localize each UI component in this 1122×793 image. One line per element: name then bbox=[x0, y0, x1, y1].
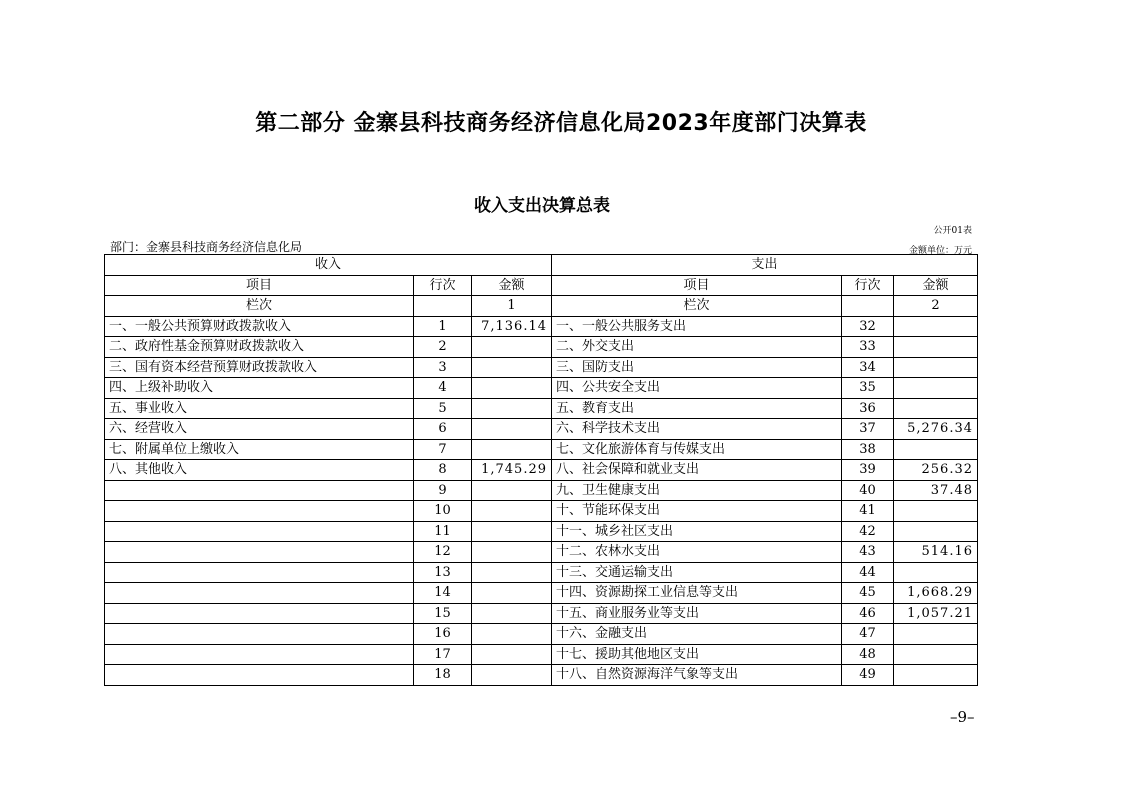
expense-row-no-cell: 39 bbox=[842, 460, 894, 481]
income-row-no-cell: 9 bbox=[414, 480, 472, 501]
expense-item-cell: 十七、援助其他地区支出 bbox=[552, 644, 842, 665]
table-row bbox=[105, 665, 978, 686]
income-item-cell bbox=[105, 603, 414, 624]
table-row bbox=[105, 419, 978, 440]
expense-row-no-cell: 49 bbox=[842, 665, 894, 686]
income-column-label: 栏次 bbox=[105, 296, 414, 317]
expense-amount-cell: 37.48 bbox=[894, 480, 978, 501]
income-row-no-cell: 13 bbox=[414, 562, 472, 583]
table-row bbox=[105, 357, 978, 378]
expense-item-header: 项目 bbox=[552, 275, 842, 296]
income-row-no-cell: 3 bbox=[414, 357, 472, 378]
income-amount-cell bbox=[472, 378, 552, 399]
income-amount-cell bbox=[472, 644, 552, 665]
expense-item-cell: 十二、农林水支出 bbox=[552, 542, 842, 563]
income-row-no-cell: 1 bbox=[414, 316, 472, 337]
expense-amount-cell bbox=[894, 378, 978, 399]
expense-row-no-cell: 40 bbox=[842, 480, 894, 501]
income-item-cell bbox=[105, 583, 414, 604]
income-item-cell: 八、其他收入 bbox=[105, 460, 414, 481]
table-row bbox=[105, 378, 978, 399]
expense-item-cell: 六、科学技术支出 bbox=[552, 419, 842, 440]
income-item-cell: 一、一般公共预算财政拨款收入 bbox=[105, 316, 414, 337]
expense-item-cell: 十六、金融支出 bbox=[552, 624, 842, 645]
table-row bbox=[105, 644, 978, 665]
income-row-no-cell: 15 bbox=[414, 603, 472, 624]
expense-row-no-cell: 34 bbox=[842, 357, 894, 378]
expense-item-cell: 二、外交支出 bbox=[552, 337, 842, 358]
expense-column-number: 2 bbox=[894, 296, 978, 317]
table-row bbox=[105, 501, 978, 522]
expense-amount-cell bbox=[894, 521, 978, 542]
expense-amount-cell bbox=[894, 316, 978, 337]
page-number: –9– bbox=[950, 708, 975, 726]
expense-amount-cell bbox=[894, 624, 978, 645]
expense-item-cell: 一、一般公共服务支出 bbox=[552, 316, 842, 337]
expense-row-no-cell: 35 bbox=[842, 378, 894, 399]
table-row bbox=[105, 460, 978, 481]
header-row-sections bbox=[105, 255, 978, 276]
expense-amount-cell bbox=[894, 357, 978, 378]
table-row bbox=[105, 316, 978, 337]
expense-amount-header: 金额 bbox=[894, 275, 978, 296]
income-expense-table bbox=[104, 254, 978, 686]
income-amount-cell bbox=[472, 665, 552, 686]
expense-column-blank bbox=[842, 296, 894, 317]
expense-amount-cell bbox=[894, 501, 978, 522]
table-row bbox=[105, 337, 978, 358]
income-item-cell: 三、国有资本经营预算财政拨款收入 bbox=[105, 357, 414, 378]
income-amount-cell bbox=[472, 501, 552, 522]
income-item-cell: 四、上级补助收入 bbox=[105, 378, 414, 399]
expense-amount-cell bbox=[894, 665, 978, 686]
income-row-no-header: 行次 bbox=[414, 275, 472, 296]
income-item-cell: 五、事业收入 bbox=[105, 398, 414, 419]
expense-item-cell: 十八、自然资源海洋气象等支出 bbox=[552, 665, 842, 686]
table-row bbox=[105, 542, 978, 563]
expense-item-cell: 九、卫生健康支出 bbox=[552, 480, 842, 501]
income-row-no-cell: 5 bbox=[414, 398, 472, 419]
expense-amount-cell bbox=[894, 398, 978, 419]
expense-column-label: 栏次 bbox=[552, 296, 842, 317]
income-item-cell: 七、附属单位上缴收入 bbox=[105, 439, 414, 460]
expense-row-no-cell: 46 bbox=[842, 603, 894, 624]
expense-row-no-header: 行次 bbox=[842, 275, 894, 296]
income-item-cell bbox=[105, 665, 414, 686]
income-amount-cell bbox=[472, 603, 552, 624]
expense-amount-cell bbox=[894, 644, 978, 665]
table-row bbox=[105, 624, 978, 645]
income-amount-cell bbox=[472, 480, 552, 501]
table-row bbox=[105, 439, 978, 460]
income-amount-cell: 1,745.29 bbox=[472, 460, 552, 481]
income-amount-header: 金额 bbox=[472, 275, 552, 296]
table-row bbox=[105, 398, 978, 419]
expense-row-no-cell: 36 bbox=[842, 398, 894, 419]
income-amount-cell bbox=[472, 562, 552, 583]
expense-amount-cell: 5,276.34 bbox=[894, 419, 978, 440]
income-item-cell: 六、经营收入 bbox=[105, 419, 414, 440]
income-section-header: 收入 bbox=[105, 255, 552, 276]
expense-item-cell: 十三、交通运输支出 bbox=[552, 562, 842, 583]
income-amount-cell bbox=[472, 521, 552, 542]
income-row-no-cell: 4 bbox=[414, 378, 472, 399]
income-row-no-cell: 2 bbox=[414, 337, 472, 358]
income-item-cell bbox=[105, 644, 414, 665]
income-amount-cell: 7,136.14 bbox=[472, 316, 552, 337]
income-amount-cell bbox=[472, 439, 552, 460]
income-amount-cell bbox=[472, 624, 552, 645]
income-amount-cell bbox=[472, 357, 552, 378]
income-item-cell bbox=[105, 521, 414, 542]
expense-row-no-cell: 43 bbox=[842, 542, 894, 563]
income-item-cell bbox=[105, 501, 414, 522]
department-label: 部门：金寨县科技商务经济信息化局 bbox=[110, 240, 303, 254]
income-row-no-cell: 6 bbox=[414, 419, 472, 440]
income-amount-cell bbox=[472, 583, 552, 604]
document-title: 第二部分 金寨县科技商务经济信息化局2023年度部门决算表 bbox=[255, 111, 867, 136]
income-row-no-cell: 18 bbox=[414, 665, 472, 686]
expense-item-cell: 十五、商业服务业等支出 bbox=[552, 603, 842, 624]
expense-row-no-cell: 48 bbox=[842, 644, 894, 665]
income-row-no-cell: 10 bbox=[414, 501, 472, 522]
expense-item-cell: 三、国防支出 bbox=[552, 357, 842, 378]
table-row bbox=[105, 603, 978, 624]
expense-section-header: 支出 bbox=[552, 255, 978, 276]
expense-item-cell: 七、文化旅游体育与传媒支出 bbox=[552, 439, 842, 460]
expense-amount-cell: 256.32 bbox=[894, 460, 978, 481]
income-row-no-cell: 12 bbox=[414, 542, 472, 563]
expense-item-cell: 十一、城乡社区支出 bbox=[552, 521, 842, 542]
income-row-no-cell: 14 bbox=[414, 583, 472, 604]
income-item-cell bbox=[105, 624, 414, 645]
expense-amount-cell bbox=[894, 337, 978, 358]
expense-row-no-cell: 37 bbox=[842, 419, 894, 440]
expense-row-no-cell: 38 bbox=[842, 439, 894, 460]
income-amount-cell bbox=[472, 337, 552, 358]
header-row-columns bbox=[105, 275, 978, 296]
income-row-no-cell: 17 bbox=[414, 644, 472, 665]
expense-item-cell: 五、教育支出 bbox=[552, 398, 842, 419]
amount-unit-label: 金额单位：万元 bbox=[908, 246, 972, 256]
expense-row-no-cell: 47 bbox=[842, 624, 894, 645]
expense-item-cell: 十四、资源勘探工业信息等支出 bbox=[552, 583, 842, 604]
income-row-no-cell: 11 bbox=[414, 521, 472, 542]
expense-row-no-cell: 33 bbox=[842, 337, 894, 358]
table-row bbox=[105, 583, 978, 604]
income-column-blank bbox=[414, 296, 472, 317]
income-column-number: 1 bbox=[472, 296, 552, 317]
expense-row-no-cell: 45 bbox=[842, 583, 894, 604]
header-row-column-numbers bbox=[105, 296, 978, 317]
income-item-cell: 二、政府性基金预算财政拨款收入 bbox=[105, 337, 414, 358]
expense-row-no-cell: 41 bbox=[842, 501, 894, 522]
table-row bbox=[105, 480, 978, 501]
expense-amount-cell: 1,057.21 bbox=[894, 603, 978, 624]
income-item-header: 项目 bbox=[105, 275, 414, 296]
income-item-cell bbox=[105, 542, 414, 563]
expense-amount-cell: 1,668.29 bbox=[894, 583, 978, 604]
income-amount-cell bbox=[472, 419, 552, 440]
income-row-no-cell: 8 bbox=[414, 460, 472, 481]
income-amount-cell bbox=[472, 542, 552, 563]
expense-amount-cell bbox=[894, 439, 978, 460]
expense-row-no-cell: 42 bbox=[842, 521, 894, 542]
form-code: 公开01表 bbox=[933, 226, 972, 236]
table-row bbox=[105, 562, 978, 583]
table-row bbox=[105, 521, 978, 542]
expense-row-no-cell: 32 bbox=[842, 316, 894, 337]
table-title: 收入支出决算总表 bbox=[474, 196, 610, 216]
income-item-cell bbox=[105, 480, 414, 501]
expense-item-cell: 四、公共安全支出 bbox=[552, 378, 842, 399]
expense-row-no-cell: 44 bbox=[842, 562, 894, 583]
income-amount-cell bbox=[472, 398, 552, 419]
expense-item-cell: 十、节能环保支出 bbox=[552, 501, 842, 522]
expense-amount-cell bbox=[894, 562, 978, 583]
income-row-no-cell: 7 bbox=[414, 439, 472, 460]
expense-item-cell: 八、社会保障和就业支出 bbox=[552, 460, 842, 481]
income-item-cell bbox=[105, 562, 414, 583]
expense-amount-cell: 514.16 bbox=[894, 542, 978, 563]
income-row-no-cell: 16 bbox=[414, 624, 472, 645]
